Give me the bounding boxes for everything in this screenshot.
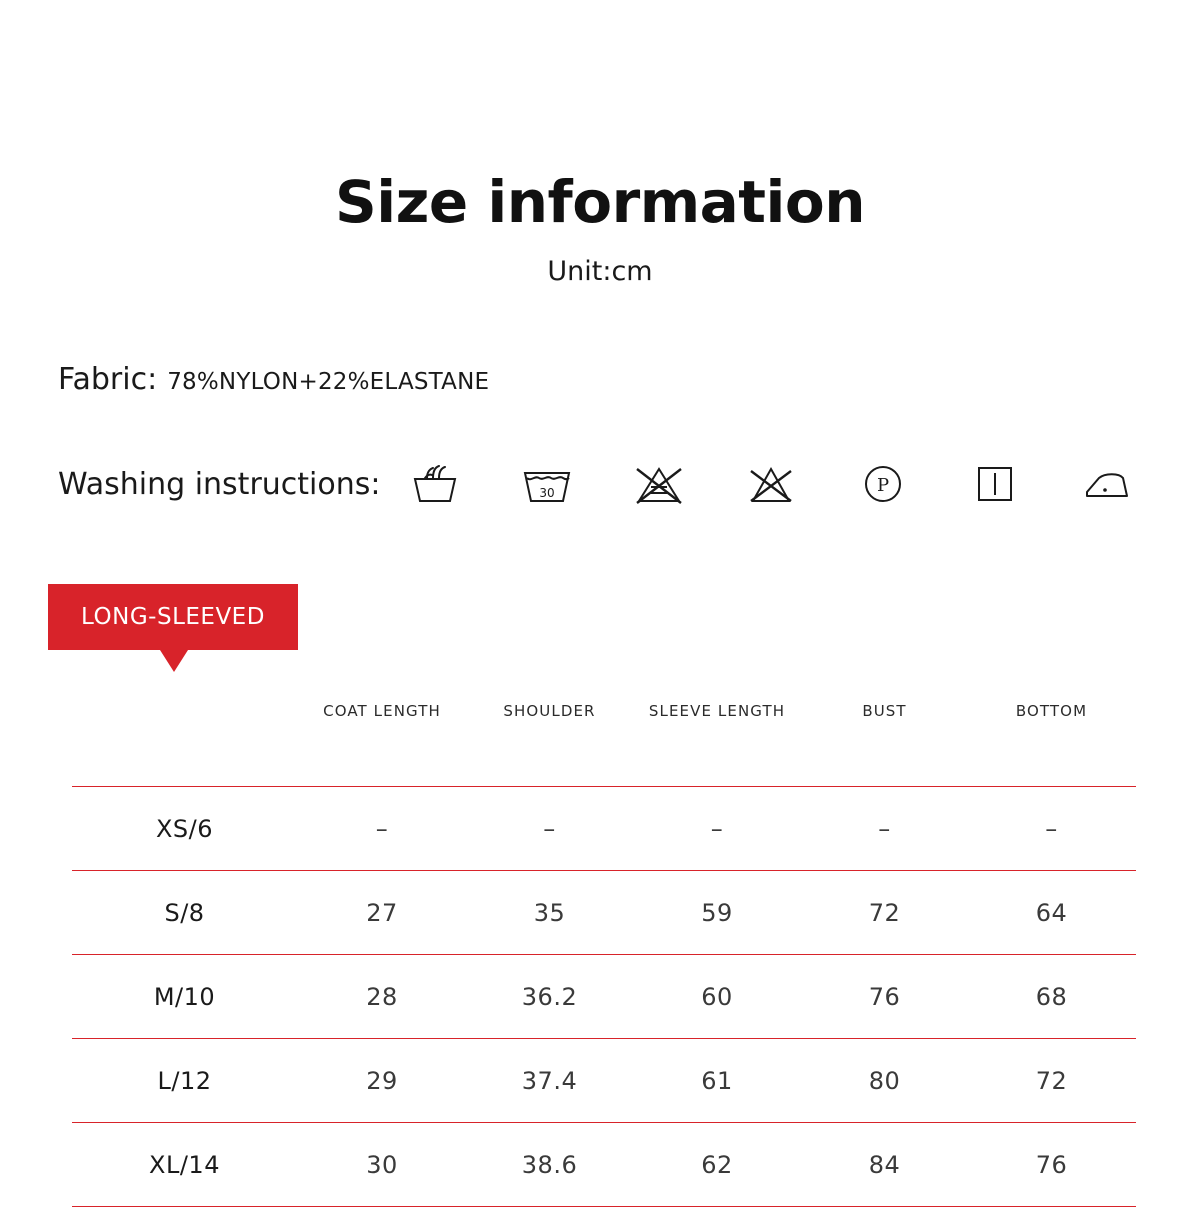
cell-bottom: 76: [1035, 1150, 1068, 1179]
cell-bottom: –: [1045, 814, 1058, 843]
cell-bust: 84: [868, 1150, 901, 1179]
fabric-row: [58, 362, 489, 397]
do-not-tumble-dry-icon: [743, 458, 799, 510]
cell-sleeve-length: 60: [701, 982, 733, 1011]
iron-low-icon: [1079, 458, 1135, 510]
washing-icon-group: [407, 458, 1135, 510]
cell-bust: 76: [868, 982, 901, 1011]
column-header-coat-length: COAT LENGTH: [323, 702, 441, 720]
cell-shoulder: –: [543, 814, 556, 843]
washing-instructions-label: Washing instructions:: [58, 466, 381, 502]
table-header-row: [72, 600, 1136, 787]
page-title: Size information: [334, 168, 866, 236]
cell-coat-length: 30: [366, 1150, 398, 1179]
cell-coat-length: 29: [366, 1066, 398, 1095]
column-header-sleeve-length: SLEEVE LENGTH: [648, 702, 786, 720]
cell-coat-length: 27: [366, 898, 398, 927]
cell-shoulder: 36.2: [521, 982, 578, 1011]
drip-dry-icon: [967, 458, 1023, 510]
size-table-body: [72, 787, 1136, 1207]
cell-sleeve-length: –: [710, 814, 724, 843]
cell-bust: –: [878, 814, 891, 843]
cell-sleeve-length: 62: [701, 1150, 733, 1179]
column-header-bust: BUST: [862, 702, 907, 720]
cell-shoulder: 37.4: [521, 1066, 578, 1095]
cell-sleeve-length: 59: [701, 898, 733, 927]
cell-sleeve-length: 61: [701, 1066, 733, 1095]
cell-bottom: 68: [1035, 982, 1068, 1011]
cell-shoulder: 35: [533, 898, 566, 927]
row-size-label: XL/14: [149, 1150, 220, 1179]
cell-bottom: 72: [1035, 1066, 1068, 1095]
column-header-bottom: BOTTOM: [1015, 702, 1088, 720]
cell-bottom: 64: [1035, 898, 1068, 927]
table-row: [72, 787, 1136, 871]
svg-text:P: P: [876, 475, 889, 496]
cell-coat-length: –: [375, 814, 389, 843]
row-size-label: XS/6: [155, 814, 214, 843]
cell-coat-length: 28: [366, 982, 398, 1011]
row-size-label: S/8: [164, 898, 205, 927]
fabric-label: Fabric:: [58, 362, 158, 397]
cell-bust: 80: [868, 1066, 901, 1095]
column-header-shoulder: SHOULDER: [503, 702, 596, 720]
table-row: [72, 1123, 1136, 1207]
unit-label: Unit:cm: [547, 256, 653, 287]
category-tag-label: LONG-SLEEVED: [81, 604, 265, 630]
do-not-bleach-icon: [631, 458, 687, 510]
fabric-value: 78%NYLON+22%ELASTANE: [167, 369, 490, 395]
column-header-size: [72, 600, 297, 787]
washing-instructions-row: [58, 458, 1135, 510]
cell-bust: 72: [868, 898, 901, 927]
hand-wash-icon: [407, 458, 463, 510]
row-size-label: M/10: [153, 982, 216, 1011]
size-table: [72, 600, 1136, 1207]
cell-shoulder: 38.6: [521, 1150, 578, 1179]
size-table-head: [72, 600, 1136, 787]
dry-clean-p-icon: [855, 458, 911, 510]
table-row: [72, 871, 1136, 955]
table-row: [72, 955, 1136, 1039]
table-row: [72, 1039, 1136, 1123]
row-size-label: L/12: [157, 1066, 212, 1095]
svg-text:30: 30: [538, 486, 555, 500]
machine-wash-30-icon: [519, 458, 575, 510]
